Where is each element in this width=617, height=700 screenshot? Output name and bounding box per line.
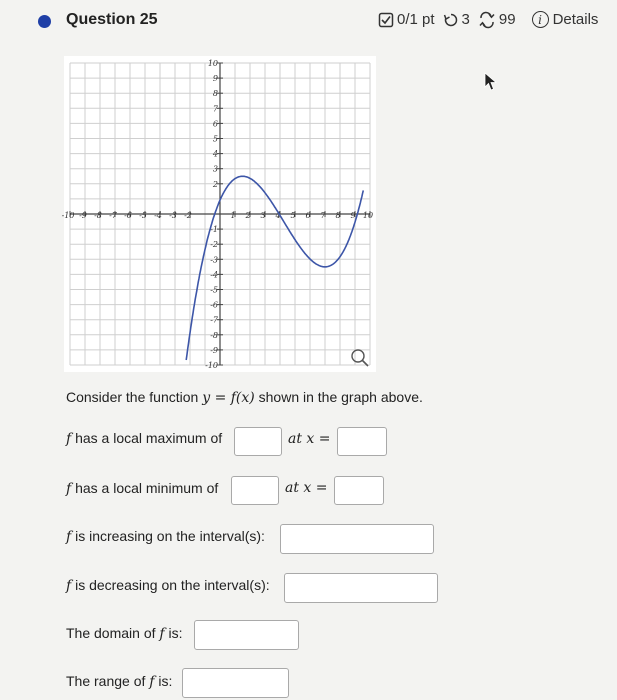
x-tick-label: -2 bbox=[184, 211, 192, 220]
y-tick-label: -7 bbox=[210, 315, 218, 325]
score-text: 0/1 pt bbox=[397, 11, 435, 28]
x-tick-label: 5 bbox=[290, 211, 296, 220]
x-tick-label: -8 bbox=[94, 211, 102, 220]
y-tick-label: 6 bbox=[212, 119, 218, 129]
decreasing-label: f is decreasing on the interval(s): bbox=[66, 577, 270, 594]
x-tick-label: 6 bbox=[305, 211, 311, 220]
y-tick-label: 10 bbox=[207, 59, 218, 68]
x-tick-label: 3 bbox=[260, 211, 266, 220]
question-prompt bbox=[66, 389, 423, 406]
prompt-lead: Consider the function bbox=[66, 389, 203, 405]
details-link[interactable]: Details bbox=[552, 11, 599, 28]
local-max-x-input[interactable] bbox=[337, 427, 387, 456]
x-tick-label: 1 bbox=[230, 211, 236, 220]
x-tick-label: -4 bbox=[154, 211, 162, 220]
y-tick-label: -9 bbox=[210, 345, 218, 355]
x-tick-label: 7 bbox=[320, 211, 326, 220]
y-tick-label: -6 bbox=[210, 300, 218, 310]
increasing-label: f is increasing on the interval(s): bbox=[66, 528, 265, 545]
y-tick-label: -3 bbox=[210, 255, 218, 265]
y-tick-label: -10 bbox=[205, 361, 218, 370]
x-tick-label: -6 bbox=[124, 211, 132, 220]
local-min-x-input[interactable] bbox=[334, 476, 384, 505]
question-header bbox=[0, 0, 617, 44]
function-graph bbox=[61, 56, 376, 372]
local-min-label: f has a local minimum of bbox=[66, 480, 219, 497]
y-tick-label: -8 bbox=[210, 330, 218, 340]
question-status-dot bbox=[38, 15, 51, 28]
y-tick-label: 2 bbox=[212, 179, 218, 189]
attempts-text: 3 bbox=[461, 11, 470, 28]
domain-input[interactable] bbox=[194, 620, 299, 650]
x-tick-label: 4 bbox=[275, 211, 281, 220]
local-max-value-input[interactable] bbox=[234, 427, 282, 456]
y-tick-label: 8 bbox=[212, 89, 218, 99]
retry-icon bbox=[443, 12, 459, 28]
local-max-label: f has a local maximum of bbox=[66, 430, 223, 447]
y-tick-label: -1 bbox=[210, 225, 218, 235]
y-tick-label: 4 bbox=[212, 149, 218, 159]
increasing-interval-input[interactable] bbox=[280, 524, 434, 554]
range-label: The range of f is: bbox=[66, 673, 173, 690]
submissions-icon bbox=[478, 12, 496, 28]
x-tick-label: -7 bbox=[109, 211, 117, 220]
checkbox-score-icon bbox=[378, 12, 394, 28]
x-tick-label: -5 bbox=[139, 211, 147, 220]
x-tick-label: -9 bbox=[79, 211, 87, 220]
y-tick-label: -5 bbox=[210, 285, 218, 295]
info-icon[interactable]: i bbox=[532, 11, 549, 28]
mouse-cursor-icon bbox=[484, 72, 498, 97]
x-tick-label: -3 bbox=[169, 211, 177, 220]
local-min-value-input[interactable] bbox=[231, 476, 279, 505]
prompt-math: y = f(x) bbox=[202, 390, 255, 406]
decreasing-interval-input[interactable] bbox=[284, 573, 438, 603]
x-tick-label: -10 bbox=[61, 211, 75, 220]
prompt-tail: shown in the graph above. bbox=[254, 389, 423, 405]
y-tick-label: 7 bbox=[212, 104, 218, 114]
local-min-at-x-label: at x = bbox=[285, 480, 328, 496]
x-tick-label: 8 bbox=[335, 211, 341, 220]
graph-canvas bbox=[61, 56, 376, 372]
question-meta bbox=[378, 11, 598, 28]
range-input[interactable] bbox=[182, 668, 289, 698]
submissions-text: 99 bbox=[498, 11, 516, 28]
y-tick-label: 5 bbox=[212, 134, 218, 144]
x-tick-label: 2 bbox=[245, 211, 251, 220]
y-tick-label: 9 bbox=[212, 74, 218, 84]
y-tick-label: -4 bbox=[210, 270, 218, 280]
y-tick-label: -2 bbox=[210, 240, 218, 250]
y-tick-label: 3 bbox=[212, 164, 218, 174]
domain-label: The domain of f is: bbox=[66, 625, 183, 642]
question-title: Question 25 bbox=[66, 11, 158, 28]
x-tick-label: 10 bbox=[362, 211, 374, 220]
x-tick-label: 9 bbox=[350, 211, 356, 220]
local-max-at-x-label: at x = bbox=[288, 431, 331, 447]
